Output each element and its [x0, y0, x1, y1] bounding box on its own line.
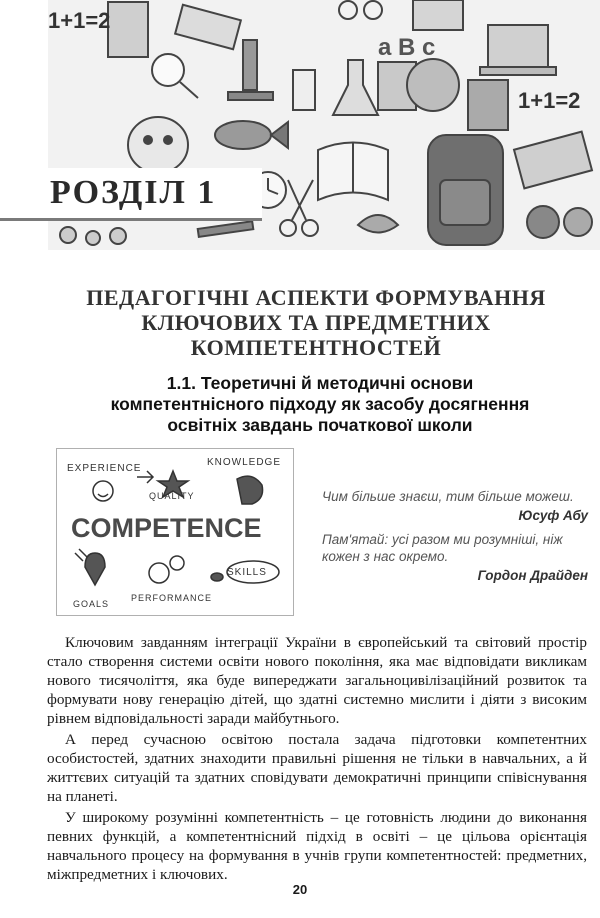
chapter-title-line: КЛЮЧОВИХ ТА ПРЕДМЕТНИХ: [141, 310, 491, 335]
flask-icon: [333, 60, 378, 115]
head-icon: [237, 476, 263, 504]
word-performance: PERFORMANCE: [131, 593, 213, 603]
book-icon: [108, 2, 148, 57]
glasses-icon: [339, 1, 357, 19]
paragraph: Ключовим завданням інтеграції України в європейський та світовий простір стало створення системи освіти нового покоління, яка має відповідати викликам нового тисячоліття, яка буде випереджати загальноцивілізаційний розвиток та формувати нову генерацію дітей, що здатні системно мислити і діяти з високим рівнем відповідальності заради майбутнього.: [47, 634, 587, 727]
word-experience: EXPERIENCE: [67, 463, 142, 474]
word-competence: COMPETENCE: [71, 513, 262, 543]
section-title-line: освітніх завдань початкової школи: [167, 415, 473, 435]
sparkle-icon: [75, 549, 87, 561]
scissors-icon: [280, 220, 296, 236]
word-skills: SKILLS: [227, 567, 267, 578]
section-title-line: 1.1. Теоретичні й методичні основи: [166, 373, 474, 393]
section-title-line: компетентнісного підходу як засобу досягнення: [110, 394, 530, 414]
paragraph: У широкому розумінні компетентність – це готовність людини до виконання певних функцій, а компетентнісний підхід в освіті – це цільова орієнтація навчального процесу на формування в учнів групи компетентностей: предметних, міжпредметних і ключових.: [47, 809, 587, 883]
chapter-title-line: КОМПЕТЕНТНОСТЕЙ: [190, 335, 442, 360]
paint-set-icon: [514, 132, 592, 189]
glue-icon: [293, 70, 315, 110]
book-icon: [175, 5, 241, 50]
cat-icon: [128, 117, 188, 173]
epigraph-author: Юсуф Абу: [518, 508, 588, 523]
button-icon: [564, 208, 592, 236]
laptop-icon: [488, 25, 548, 67]
smile-icon: [93, 481, 113, 501]
flower-icon: [60, 227, 76, 243]
competence-illustration: [56, 448, 294, 616]
epigraphs: [322, 488, 588, 591]
chapter-title: [40, 285, 592, 360]
body-text: [47, 633, 587, 886]
folder-icon: [468, 80, 508, 130]
chapter-title-line: ПЕДАГОГІЧНІ АСПЕКТИ ФОРМУВАННЯ: [86, 285, 546, 310]
word-knowledge: KNOWLEDGE: [207, 457, 282, 468]
fish-icon: [211, 573, 223, 581]
notebook-icon: [413, 0, 463, 30]
equation-top: 1+1=2: [48, 8, 111, 33]
magnifier-icon: [152, 54, 184, 86]
microscope-icon: [243, 40, 257, 90]
paragraph: А перед сучасною освітою постала задача підготовки компетентних особистостей, здатних знаходити правильні рішення не тільки в навчальних, а й життєвих ситуацій та здатних сповідувати демократичні принципи співіснування на планеті.: [47, 731, 587, 805]
location-pin-icon: [85, 553, 105, 585]
section-title: [60, 373, 580, 436]
word-goals: GOALS: [73, 599, 110, 609]
equation-bottom: 1+1=2: [518, 88, 581, 113]
epigraph-author: Гордон Драйден: [477, 568, 588, 583]
leaf-icon: [358, 215, 398, 233]
crayon-icon: [198, 221, 254, 237]
fish-icon: [215, 121, 271, 149]
globe-icon: [407, 59, 459, 111]
page-number: 20: [292, 882, 308, 897]
button-icon: [527, 206, 559, 238]
word-quality: QUALITY: [149, 491, 195, 501]
epigraph-text: Пам'ятай: усі разом ми розумніші, ніж кожен з нас окремо.: [322, 532, 563, 564]
gear-icon: [149, 563, 169, 583]
epigraph-text: Чим більше знаєш, тим більше можеш.: [322, 489, 574, 504]
chapter-label: РОЗДІЛ 1: [50, 174, 217, 211]
abc-letters: a B c: [378, 34, 436, 61]
competence-diagram: [57, 449, 293, 615]
